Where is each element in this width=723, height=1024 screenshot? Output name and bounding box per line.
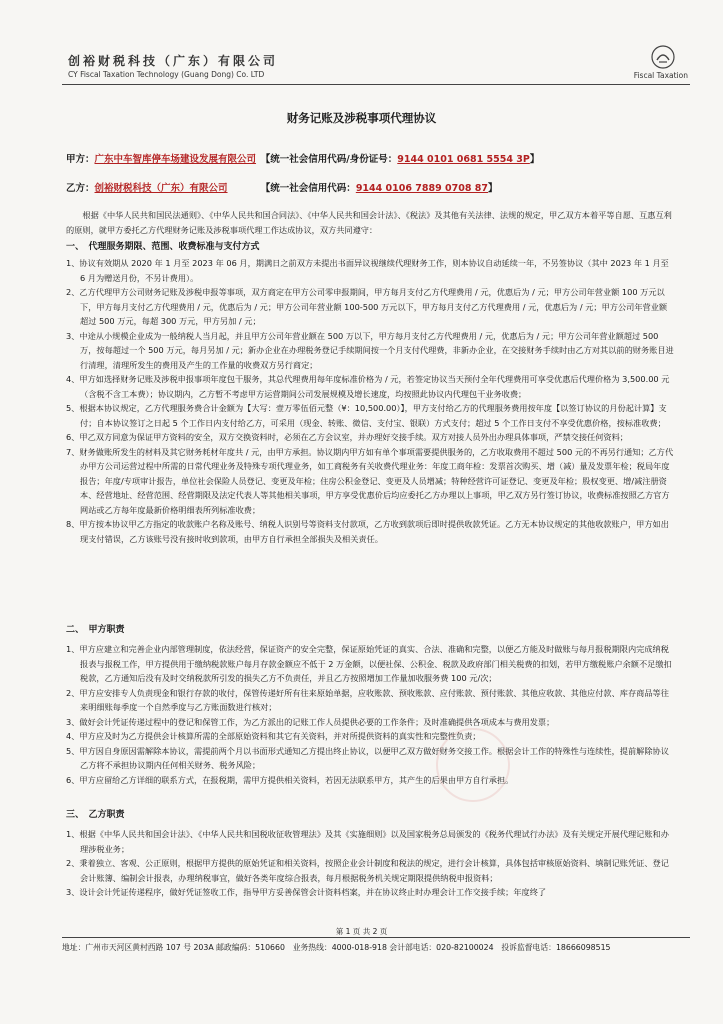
section-1-body: [66, 256, 674, 546]
footer-address: 地址：广州市天河区黄村西路 107 号 203A 邮政编码：510660 业务热线：4000-018-918 会计部电话：020-82100024 投诉监督电话：18666098515: [62, 943, 611, 952]
party-b-line: [66, 180, 498, 194]
company-name-cn: 创裕财税科技（广东）有限公司: [68, 54, 279, 68]
party-a-code: 9144 0101 0681 5554 3P: [397, 154, 530, 165]
party-b-code: 9144 0106 7889 0708 87: [355, 183, 489, 194]
party-a-label: 甲方：: [66, 154, 95, 165]
list-item: 3、设计会计凭证传递程序，做好凭证签收工作，指导甲方妥善保管会计资料档案，并在协议终止时办理会计工作交接手续；年度终了: [66, 887, 547, 897]
list-item: 2、秉着独立、客观、公正原则，根据甲方提供的原始凭证和相关资料，按照企业会计制度和税法的规定，进行会计核算，具体包括审核原始资料、填制记账凭证、登记会计账簿、编制会计报表，办理纳税事宜，做好各类年度综合报表，每月根据税务机关规定期限提供纳税申报资料；: [66, 858, 669, 883]
list-item: 3、中途从小规模企业成为一般纳税人当月起，并且甲方公司年营业额在 500 万以下，甲方每月支付乙方代理费用 / 元，优惠后为 / 元；甲方公司年营业额超过 500 万，按每超过一个 500 万元，每月另加 / 元；新办企业在办理税务登记手续期间按一个月支付代理费，非新办企业，在交接财务手续时由乙方对其以前的财务账目进行清理，清理所发生的费用及产生的工作量的收费双方另行商定；: [66, 330, 674, 370]
list-item: 6、甲乙双方同意为保证甲方资料的安全，双方交换资料时，必须在乙方会议室，并办理好交接手续。双方对接人员外出办理具体事项，严禁交接任何资料；: [66, 432, 628, 442]
list-item: 4、甲方如选择财务记账及涉税申报事项年度包干服务，其总代理费用每年度标准价格为 / 元，若签定协议当天预付全年代理费用可享受优惠后代理价格为 3,500.00 元（含税不含工本费）；协议期内，乙方暂不考虑甲方运营期间公司发展规模及增长速度，均按照此协议内代理包干业务收费；: [66, 374, 670, 399]
footer-divider: [62, 937, 690, 938]
list-item: 2、甲方应安排专人负责现金和银行存款的收付，保管传递好所有往来原始单据，应收账款、预收账款、应付账款、预付账款、其他应收款、其他应付款、库存商品等往来明细账每季度一个自然季度与乙方账面数进行核对；: [66, 687, 669, 712]
list-item: 5、甲方因自身原因需解除本协议，需提前两个月以书面形式通知乙方提出终止协议，以便甲乙双方做好财务交接工作。根据会计工作的特殊性与连续性，提前解除协议乙方将不承担协议期内任何相关财务、税务风险；: [66, 745, 669, 770]
list-item: 2、乙方代理甲方公司财务记账及涉税申报等事项，双方商定在甲方公司零申报期间，甲方每月支付乙方代理费用 / 元，优惠后为 / 元；甲方公司年营业额 100 万元以下，甲方每月支付乙方代理费用 / 元，优惠后为 / 元；甲方公司年营业额 100-500 万元以下，甲方每月支付乙方代理费用 / 元，优惠后为 / 元；甲方公司年营业额超过 500 万元，每超 300 万元，甲方另加 / 元；: [66, 287, 668, 326]
list-item: 6、甲方应留给乙方详细的联系方式，在报税期，需甲方提供相关资料，若因无法联系甲方，其产生的后果由甲方自行承担。: [66, 774, 514, 785]
party-b-label: 乙方：: [66, 183, 95, 194]
list-item: 1、协议有效期从 2020 年 1 月至 2023 年 06 月，期满日之前双方未提出书面异议视继续代理财务工作，则本协议自动延续一年，不另签协议（其中 2023 年 1 月至 6 月为赠送月份，不另计费用）。: [66, 258, 669, 283]
list-item: 1、根据《中华人民共和国会计法》、《中华人民共和国税收征收管理法》及其《实施细则》以及国家税务总局颁发的《税务代理试行办法》及有关规定开展代理记账和办理涉税业务；: [66, 829, 669, 854]
company-logo-icon: [650, 44, 676, 70]
party-a-code-label: 【统一社会信用代码/身份证号：: [265, 154, 398, 165]
party-a-close: 】: [529, 154, 540, 165]
section-1-title: 一、 代理服务期限、范围、收费标准与支付方式: [66, 242, 260, 252]
list-item: 8、甲方按本协议甲乙方指定的收款账户名称及账号、纳税人识别号等资料支付款项，乙方收到款项后即时提供收款凭证。乙方无本协议规定的其他收款账户，甲方如出现支付错误，乙方该账号没有接时收到款项，由甲方自行承担全部损失及相关责任。: [66, 519, 669, 544]
section-3-body: [66, 827, 674, 900]
list-item: 1、甲方应建立和完善企业内部管理制度，依法经营，保证资产的安全完整，保证原始凭证的真实、合法、准确和完整，以便乙方能及时做账与每月报税期限内完成纳税报表与报税工作，甲方提供用于缴纳税款账户每月存款金额应不低于 2 万金额，以便社保、公积金、税款及政府部门相关税费的扣划，若甲方缴税账户余额不足缴扣税款，乙方通知后没有及时交纳税款所引发的损失乙方不负责任，并且乙方按照增加工作量加收服务费 100 元/次；: [66, 644, 672, 683]
section-3-title: 三、 乙方职责: [66, 810, 125, 820]
list-item: 4、甲方应及时为乙方提供会计核算所需的全部原始资料和其它有关资料，并对所提供资料的真实性和完整性负责；: [66, 731, 481, 741]
letterhead: [68, 40, 688, 84]
page-number: 第 1 页 共 2 页: [335, 927, 388, 936]
preamble: 根据《中华人民共和国民法通则》、《中华人民共和国合同法》、《中华人民共和国会计法》、《税法》及其他有关法律、法规的规定，甲乙双方本着平等自愿、互惠互利的原则，就甲方委托乙方代理财务记账及涉税事项代理工作达成协议，双方共同遵守：: [66, 210, 672, 235]
list-item: 5、根据本协议规定，乙方代理服务费合计金额为【大写：壹万零伍佰元整（¥：10,500.00）】，甲方支付给乙方的代理服务费用按年度【以签订协议的月份起计算】支付；自本协议签订之日起 5 个工作日内支付给乙方，可采用（现金、转账、微信、支付宝、银联）方式支付；超过 5 个工作日支付不享受优惠价格，按标准收费；: [66, 403, 667, 428]
party-a-line: [66, 151, 539, 165]
party-b-name: 创裕财税科技（广东）有限公司: [94, 183, 228, 194]
header-divider: [62, 84, 690, 85]
section-2-title: 二、 甲方职责: [66, 625, 125, 635]
logo-text: Fiscal Taxation: [633, 71, 688, 80]
document-title: 财务记账及涉税事项代理协议: [286, 111, 437, 125]
party-a-name: 广东中车智库停车场建设发展有限公司: [94, 154, 257, 165]
list-item: 7、财务做账所发生的材料及其它财务耗材年度共 / 元，由甲方承担。协议期内甲方如有单个事项需要提供服务的，乙方收取费用不超过 500 元的不再另行通知；乙方代办甲方公司运营过程中所需的日常代理业务及特殊专项代理业务，如工商税务有关收费代理业务：年度工商年检：发票首次购买、增（减）量及发票年检；税局年度报告；年度/专项审计报告，单位社会保险人员登记、变更及年检；住房公积金登记、变更及人员增减；特种经营许可证登记、变更及年检；股权变更、增/减注册资本、经营地址、经营范围、经营期限及法定代表人等其他相关事项，甲方享受优惠价后均应委托乙方办理以上事项，甲乙双方另行签订协议，收费标准按照乙方官方网站或乙方每年度最新价格明细表所列标准收费；: [66, 446, 674, 515]
company-name-en: CY Fiscal Taxation Technology (Guang Dong) Co. LTD: [68, 70, 265, 79]
party-b-code-label: 【统一社会信用代码：: [265, 183, 356, 194]
party-b-close: 】: [488, 183, 498, 194]
section-2-body: [66, 642, 674, 787]
list-item: 3、做好会计凭证传递过程中的登记和保管工作，为乙方派出的记账工作人员提供必要的工作条件；及时准确提供各项成本与费用发票；: [66, 716, 555, 727]
seal-stamp: [436, 728, 510, 802]
